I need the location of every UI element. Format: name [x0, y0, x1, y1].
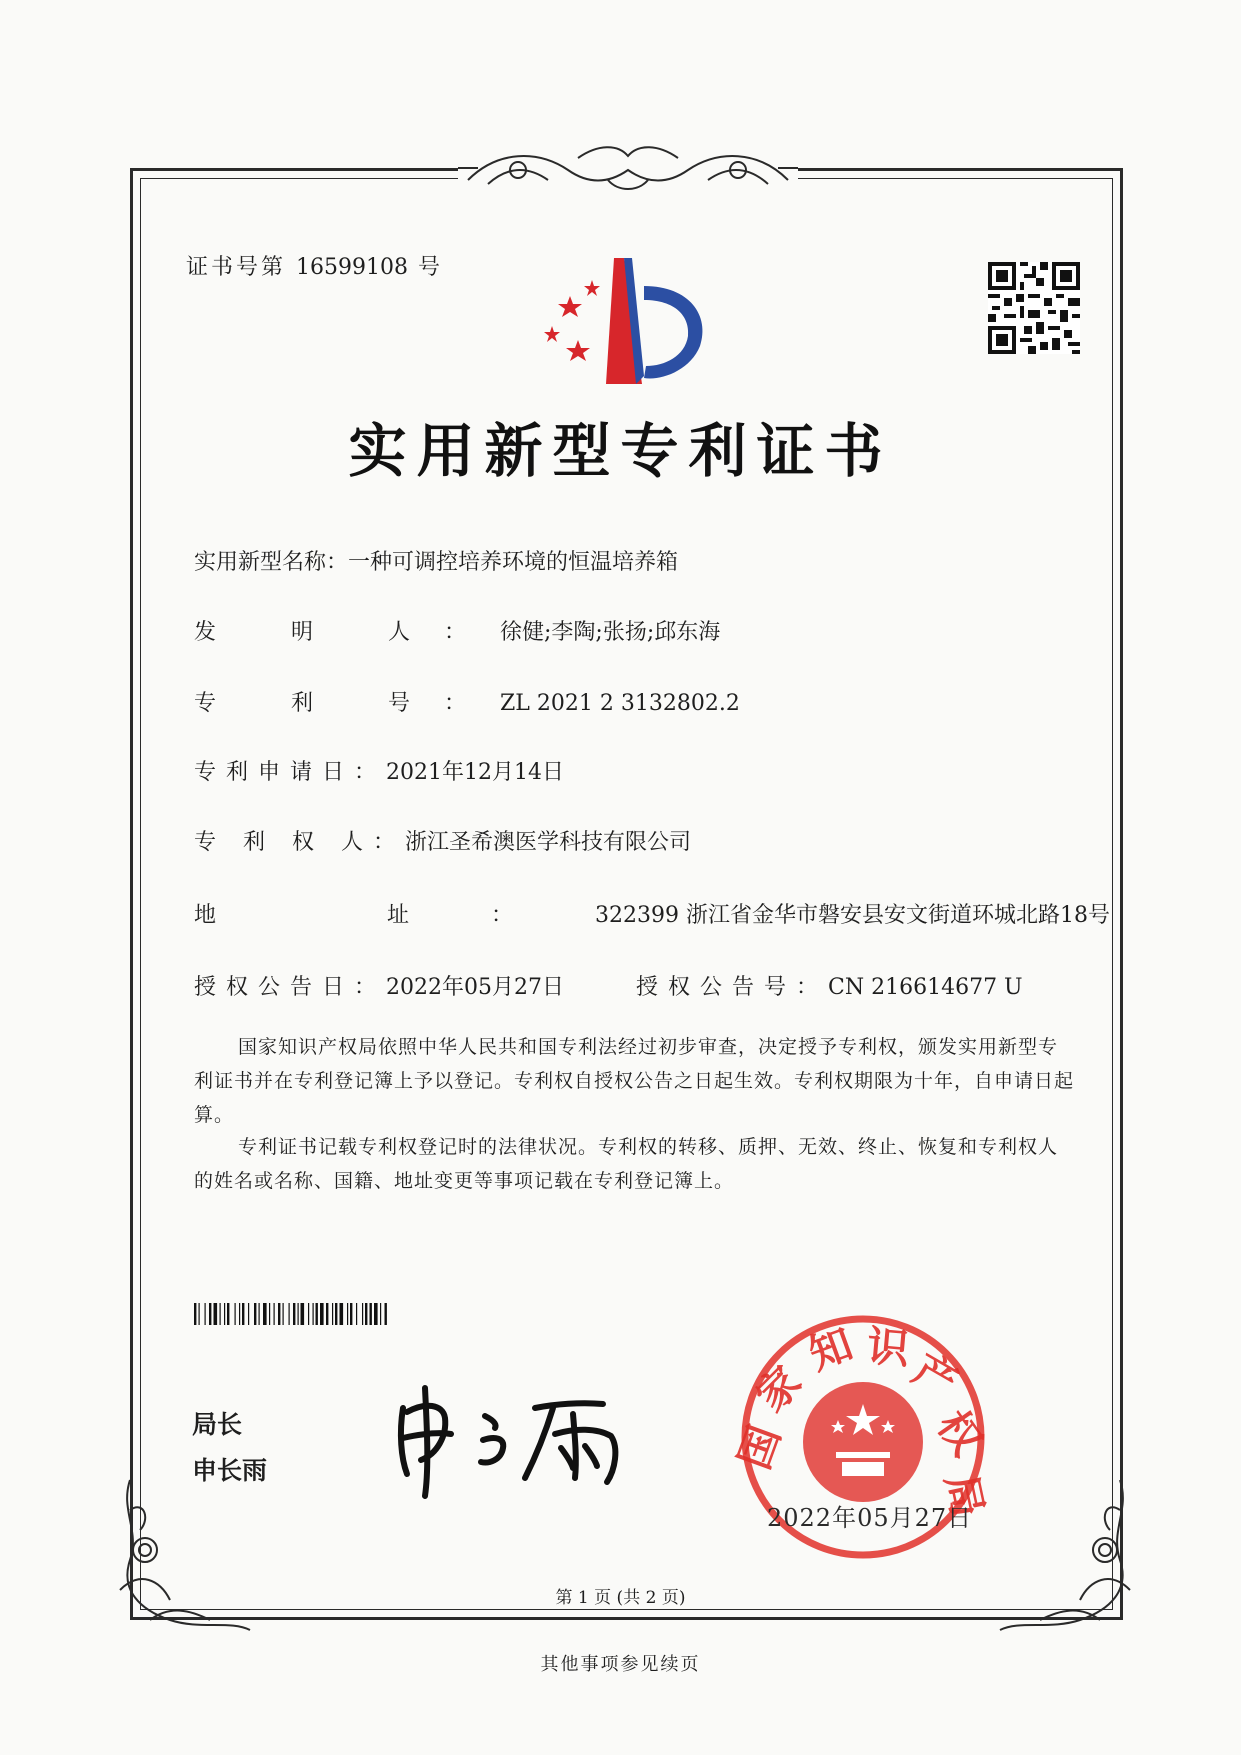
svg-text:识: 识 — [865, 1321, 912, 1374]
svg-text:权: 权 — [927, 1401, 993, 1465]
certificate-number-label: 证书号第 — [186, 255, 287, 280]
field-patentee — [194, 825, 691, 856]
field-label: 实用新型名称： — [194, 550, 349, 575]
field-label: 授权公告日： — [194, 975, 387, 1000]
svg-text:局: 局 — [936, 1469, 993, 1522]
field-patent-number — [194, 686, 740, 717]
field-value: 2022年05月27日 — [386, 975, 564, 1000]
svg-text:知: 知 — [802, 1318, 859, 1380]
field-label: 发 明 人： — [194, 620, 500, 645]
field-label: 地 址： — [194, 903, 595, 928]
field-inventor — [194, 615, 720, 646]
body-paragraph-1: 国家知识产权局依照中华人民共和国专利法经过初步审查，决定授予专利权，颁发实用新型专利证书并在专利登记簿上予以登记。专利权自授权公告之日起生效。专利权期限为十年，自申请日起算。 — [194, 1036, 1075, 1126]
field-label: 授权公告号： — [636, 975, 829, 1000]
field-value: 徐健;李陶;张扬;邱东海 — [500, 620, 721, 645]
field-address — [194, 898, 1110, 929]
certificate-number-suffix: 号 — [418, 255, 444, 280]
seal-date: 2022年05月27日 — [767, 1504, 973, 1532]
director-title: 局长 — [192, 1410, 243, 1439]
field-filing-date — [194, 755, 564, 786]
field-value: CN 216614677 U — [828, 975, 1023, 1000]
field-utility-model-name — [194, 545, 678, 576]
svg-text:国: 国 — [729, 1419, 790, 1476]
field-value: 2021年12月14日 — [386, 760, 564, 785]
field-label: 专 利 权 人： — [194, 830, 405, 855]
patent-office-logo-icon — [540, 256, 720, 388]
svg-text:家: 家 — [746, 1356, 811, 1422]
certificate-title: 实用新型专利证书 — [348, 417, 893, 485]
svg-text:产: 产 — [905, 1344, 966, 1408]
field-label: 专 利 号： — [194, 691, 500, 716]
certificate-number-value: 16599108 — [296, 255, 408, 280]
body-paragraph-2: 专利证书记载专利权登记时的法律状况。专利权的转移、质押、无效、终止、恢复和专利权人的姓名或名称、国籍、地址变更等事项记载在专利登记簿上。 — [194, 1136, 1059, 1192]
qr-code-icon — [988, 262, 1080, 354]
field-announcement-number — [636, 970, 1023, 1001]
certificate-number — [186, 250, 443, 281]
field-value: 浙江圣希澳医学科技有限公司 — [404, 830, 691, 855]
director-block — [192, 1402, 267, 1494]
field-value: ZL 2021 2 3132802.2 — [500, 691, 740, 716]
director-name: 申长雨 — [192, 1456, 268, 1485]
bottom-left-ornament-icon — [110, 1470, 260, 1640]
page-number: 第 1 页 (共 2 页) — [555, 1588, 686, 1608]
field-value: 322399 浙江省金华市磐安县安文街道环城北路18号 — [595, 903, 1110, 928]
top-ornament-icon — [458, 140, 798, 202]
field-label: 专利申请日： — [194, 760, 387, 785]
barcode-icon — [194, 1303, 494, 1325]
bottom-right-ornament-icon — [990, 1470, 1140, 1640]
field-announcement-date — [194, 970, 564, 1001]
footer-note: 其他事项参见续页 — [540, 1654, 701, 1675]
signature-icon — [385, 1378, 635, 1498]
field-value: 一种可调控培养环境的恒温培养箱 — [348, 550, 679, 575]
